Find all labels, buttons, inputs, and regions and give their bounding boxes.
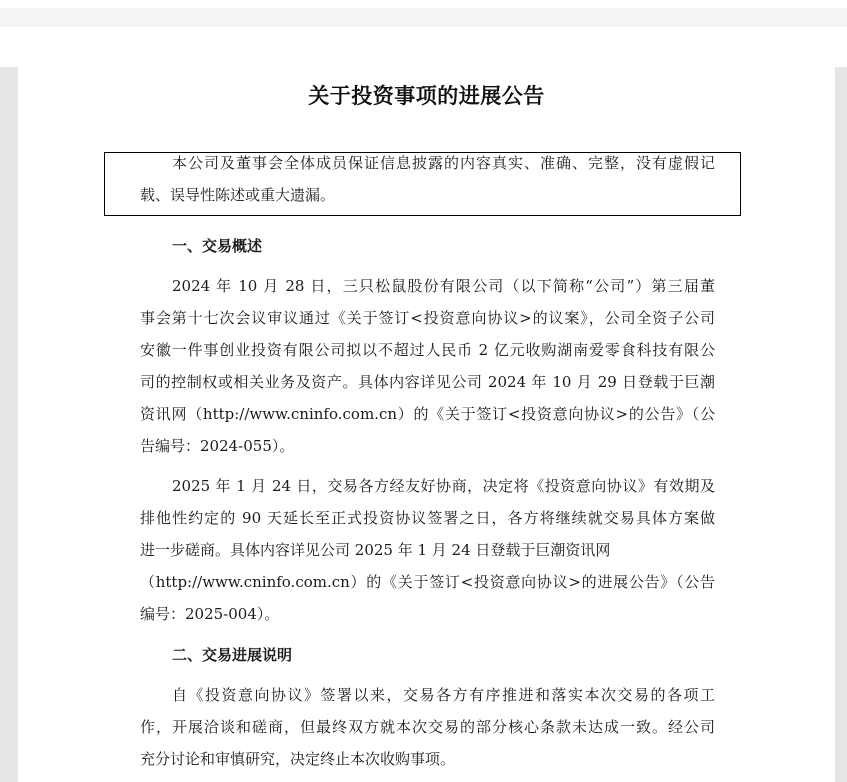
paragraph-line: 作，开展洽谈和磋商，但最终双方就本次交易的部分核心条款未达成一致。经公司 bbox=[140, 718, 715, 736]
notice-line: 载、误导性陈述或重大遗漏。 bbox=[140, 186, 336, 204]
viewer-right-margin bbox=[835, 67, 847, 782]
notice-line: 本公司及董事会全体成员保证信息披露的内容真实、准确、完整，没有虚假记 bbox=[172, 154, 715, 172]
paragraph-line: 安徽一件事创业投资有限公司拟以不超过人民币 2 亿元收购湖南爱零食科技有限公 bbox=[140, 341, 715, 359]
paragraph-line: 编号：2025-004）。 bbox=[140, 605, 280, 623]
paragraph-line: 2025 年 1 月 24 日，交易各方经友好协商，决定将《投资意向协议》有效期及 bbox=[172, 477, 715, 495]
document-page bbox=[18, 67, 835, 782]
toolbar-strip bbox=[0, 8, 847, 27]
paragraph-line: 排他性约定的 90 天延长至正式投资协议签署之日，各方将继续就交易具体方案做 bbox=[140, 509, 715, 527]
paragraph-line: 自《投资意向协议》签署以来，交易各方有序推进和落实本次交易的各项工 bbox=[172, 686, 715, 704]
paragraph-line: 资讯网（http://www.cninfo.com.cn）的《关于签订<投资意向协议>的公告》（公 bbox=[140, 405, 715, 423]
paragraph-line: 充分讨论和审慎研究，决定终止本次收购事项。 bbox=[140, 750, 456, 768]
document-title: 关于投资事项的进展公告 bbox=[308, 84, 545, 108]
paragraph-line: 2024 年 10 月 28 日，三只松鼠股份有限公司（以下简称“公司”）第三届董 bbox=[172, 277, 715, 295]
paragraph-line: 进一步磋商。具体内容详见公司 2025 年 1 月 24 日登载于巨潮资讯网 bbox=[140, 541, 611, 559]
viewer-left-margin bbox=[0, 67, 18, 782]
paragraph-line: 事会第十七次会议审议通过《关于签订<投资意向协议>的议案》，公司全资子公司 bbox=[140, 309, 715, 327]
paragraph-line: （http://www.cninfo.com.cn）的《关于签订<投资意向协议>的进展公告》（公告 bbox=[140, 573, 715, 591]
section-heading: 二、交易进展说明 bbox=[172, 646, 293, 664]
section-heading: 一、交易概述 bbox=[172, 237, 263, 255]
paragraph-line: 司的控制权或相关业务及资产。具体内容详见公司 2024 年 10 月 29 日登载于巨潮 bbox=[140, 373, 715, 391]
paragraph-line: 告编号：2024-055）。 bbox=[140, 437, 295, 455]
